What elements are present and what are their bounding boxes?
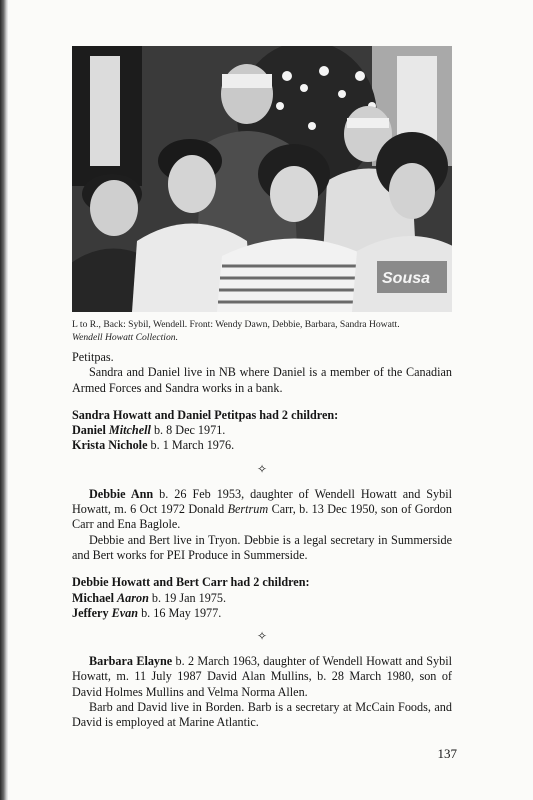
caption-credit: Wendell Howatt Collection. bbox=[72, 332, 178, 343]
paragraph: Petitpas. bbox=[72, 350, 114, 364]
paragraph: Barb and David live in Borden. Barb is a secretary at McCain Foods, and David is employed at Marine Atlantic. bbox=[72, 700, 452, 730]
book-spine-shadow bbox=[0, 0, 8, 800]
child-entry: Krista Nichole b. 1 March 1976. bbox=[72, 438, 235, 453]
photo-caption bbox=[72, 318, 462, 344]
children-heading: Sandra Howatt and Daniel Petitpas had 2 children: bbox=[72, 407, 339, 422]
section-divider: ✧ bbox=[256, 461, 268, 476]
paragraph: Debbie Ann b. 26 Feb 1953, daughter of Wendell Howatt and Sybil Howatt, m. 6 Oct 1972 Donald Bertrum Carr, b. 13 Dec 1950, son of Gordon Carr and Ena Baglole. bbox=[72, 486, 452, 532]
paragraph: Debbie and Bert live in Tryon. Debbie is a legal secretary in Summerside and Bert works for PEI Produce in Summerside. bbox=[72, 532, 452, 562]
child-entry: Jeffery Evan b. 16 May 1977. bbox=[72, 605, 222, 620]
shirt-print: Sousa bbox=[382, 270, 431, 287]
paragraph: Sandra and Daniel live in NB where Daniel is a member of the Canadian Armed Forces and Sandra works in a bank. bbox=[72, 365, 452, 395]
child-entry: Michael Aaron b. 19 Jan 1975. bbox=[72, 590, 227, 605]
section-divider: ✧ bbox=[256, 629, 268, 644]
child-entry: Daniel Mitchell b. 8 Dec 1971. bbox=[72, 423, 226, 438]
family-photo bbox=[72, 46, 452, 312]
caption-line: L to R., Back: Sybil, Wendell. Front: Wendy Dawn, Debbie, Barbara, Sandra Howatt. bbox=[72, 319, 400, 330]
page-number: 137 bbox=[437, 746, 457, 761]
body-text bbox=[72, 350, 452, 731]
paragraph: Barbara Elayne b. 2 March 1963, daughter of Wendell Howatt and Sybil Howatt, m. 11 July 1987 David Alan Mullins, b. 28 March 1980, son of David Holmes Mullins and Velma Norma Allen. bbox=[72, 654, 452, 699]
children-heading: Debbie Howatt and Bert Carr had 2 children: bbox=[72, 575, 310, 590]
